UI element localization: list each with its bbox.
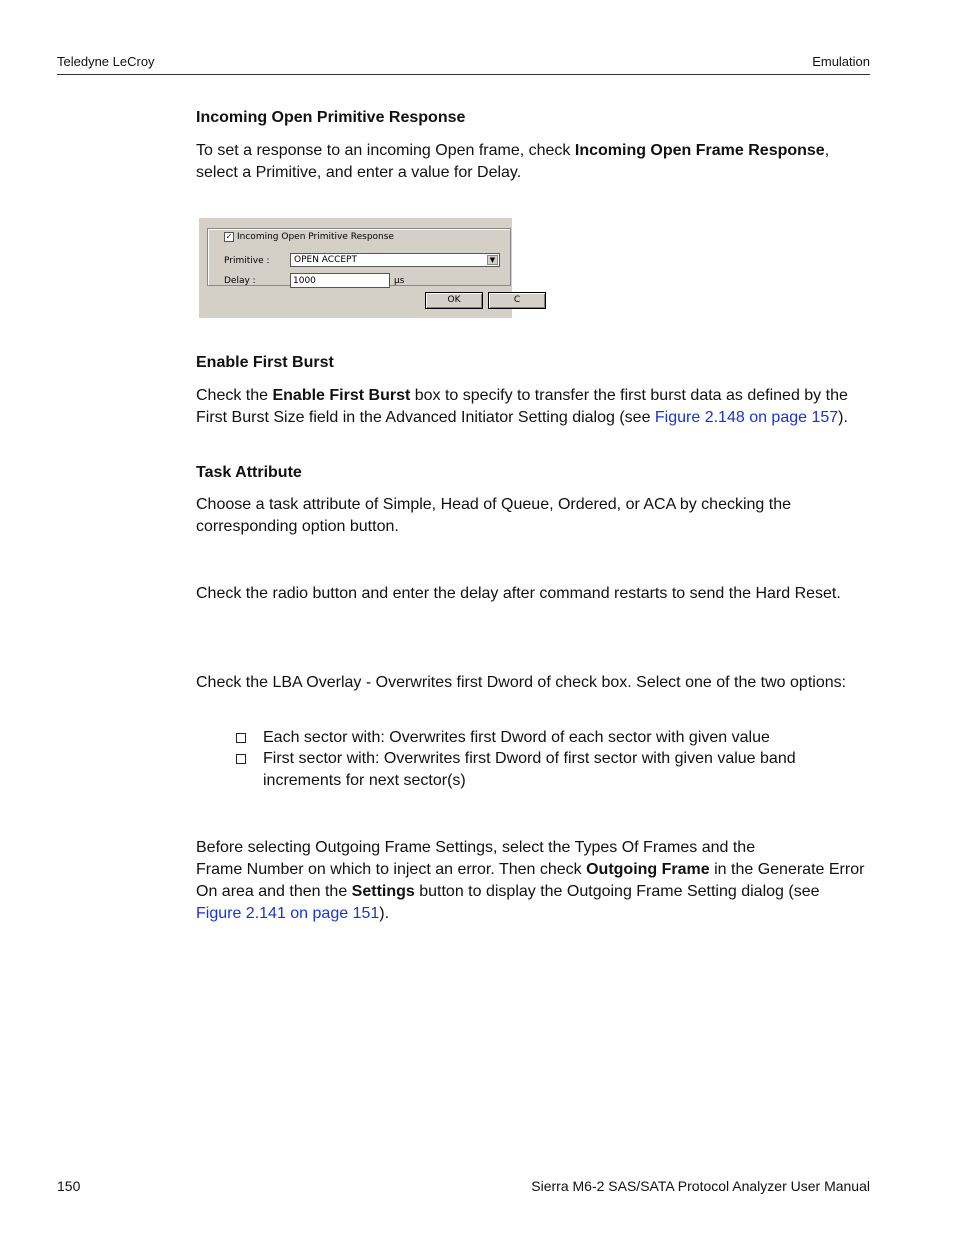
text-span: ).	[838, 409, 848, 426]
paragraph-enable-first-burst	[196, 385, 868, 429]
header-right: Emulation	[812, 54, 870, 69]
figure-link[interactable]: Figure 2.148 on page 157	[654, 409, 839, 426]
bold-span: Outgoing Frame	[586, 861, 710, 878]
heading-task-attribute: Task Attribute	[196, 464, 302, 481]
bold-span: Settings	[351, 883, 415, 900]
group-label: Incoming Open Primitive Response	[237, 232, 394, 242]
group-legend	[222, 232, 396, 242]
primitive-label: Primitive :	[224, 256, 270, 266]
text-span: in the Generate Error On area and then the	[196, 861, 865, 900]
heading-enable-first-burst: Enable First Burst	[196, 354, 334, 371]
primitive-response-group	[207, 228, 511, 286]
text-span: To set a response to an incoming Open frame, check	[196, 142, 575, 159]
paragraph-hard-reset: Check the radio button and enter the delay after command restarts to send the Hard Reset.	[196, 585, 841, 602]
figure-link[interactable]: Figure 2.141 on page 151	[196, 905, 380, 922]
primitive-select[interactable]	[290, 253, 500, 267]
chevron-down-icon[interactable]: ▼	[487, 255, 498, 265]
incoming-open-primitive-checkbox[interactable]: ✓	[225, 232, 233, 241]
paragraph-outgoing-frame	[196, 837, 868, 925]
bold-span: Enable First Burst	[272, 387, 411, 404]
text-span: box to specify to transfer the first burst data as defined by the First Burst Size field in the Advanced Initiator Setting dialog (see	[196, 387, 848, 426]
text-span: , select a Primitive, and enter a value for Delay.	[196, 142, 830, 181]
list-item-text: First sector with: Overwrites first Dword of first sector with given value band increments for next sector(s)	[263, 750, 796, 789]
manual-title: Sierra M6-2 SAS/SATA Protocol Analyzer User Manual	[531, 1178, 870, 1194]
bullet-box-icon	[236, 733, 246, 743]
delay-unit: µs	[394, 276, 405, 286]
ok-button[interactable]: OK	[425, 292, 483, 309]
text-span: ).	[379, 905, 390, 922]
list-item-text: Each sector with: Overwrites first Dword of each sector with given value	[263, 729, 770, 746]
text-span: button to display the Outgoing Frame Setting dialog (see	[414, 883, 820, 900]
text-span: Check the	[196, 387, 273, 404]
cancel-button[interactable]: C	[488, 292, 546, 309]
incoming-open-primitive-dialog	[198, 217, 521, 318]
text-span: Before selecting Outgoing Frame Settings, select the Types Of Frames and the	[196, 839, 756, 856]
page-number: 150	[57, 1178, 81, 1194]
heading-incoming-open-primitive: Incoming Open Primitive Response	[196, 109, 466, 126]
paragraph-lba-overlay: Check the LBA Overlay - Overwrites first Dword of check box. Select one of the two options:	[196, 674, 847, 691]
primitive-value: OPEN ACCEPT	[294, 255, 357, 265]
delay-input[interactable]	[290, 273, 390, 288]
header-rule	[57, 74, 870, 75]
text-span: Frame Number on which to inject an error. Then check	[196, 861, 587, 878]
delay-value: 1000	[293, 276, 316, 286]
header-left: Teledyne LeCroy	[57, 54, 155, 69]
bold-span: Incoming Open Frame Response	[574, 142, 825, 159]
paragraph-task-attribute: Choose a task attribute of Simple, Head of Queue, Ordered, or ACA by checking the corresponding option button.	[196, 496, 791, 535]
bullet-box-icon	[236, 754, 246, 764]
paragraph-incoming-open	[196, 140, 868, 184]
delay-label: Delay :	[224, 276, 256, 286]
